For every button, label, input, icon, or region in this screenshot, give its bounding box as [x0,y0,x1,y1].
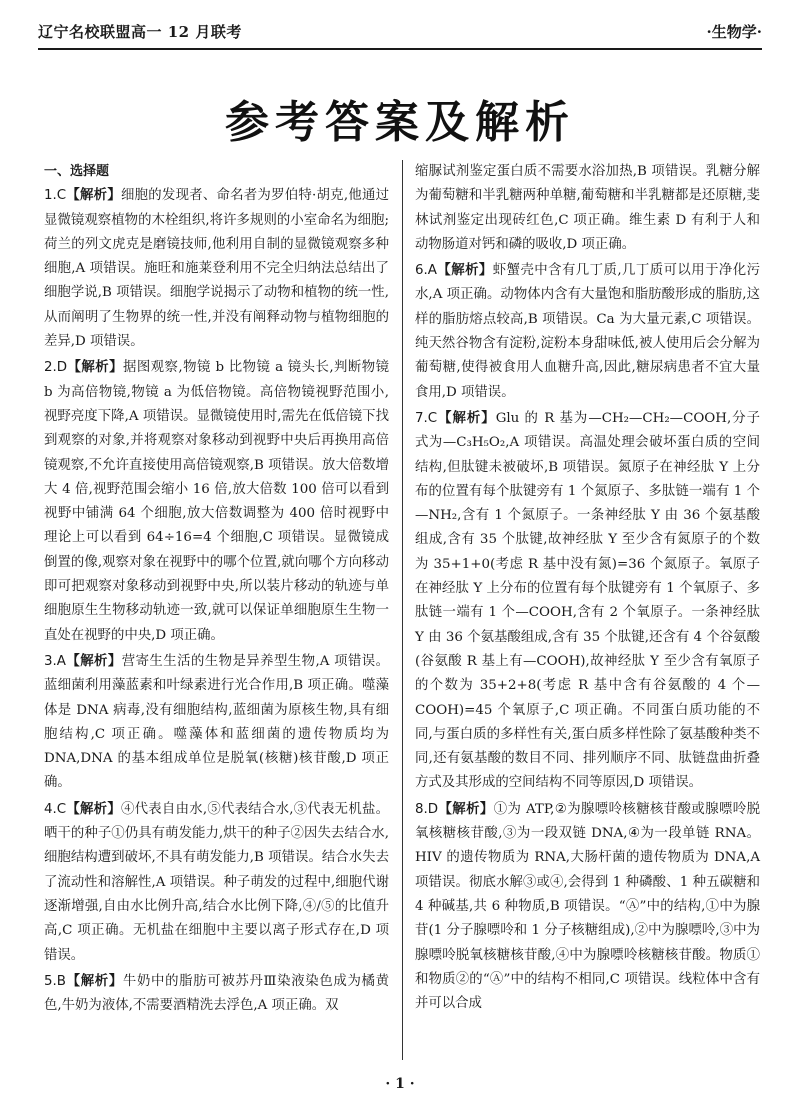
answer-item [44,184,389,354]
answer-item [44,970,389,1019]
analysis-tag: 【解析】 [437,410,496,426]
analysis-tag: 【解析】 [438,801,494,817]
analysis-tag: 【解析】 [436,263,493,279]
analysis-tag: 【解析】 [65,973,123,989]
answer-text: 牛奶中的脂肪可被苏丹Ⅲ染液染色成为橘黄色,牛奶为液体,不需要酒精洗去浮色,A 项正确。双 [44,973,389,1014]
analysis-tag: 【解析】 [67,360,123,376]
section-title: 一、选择题 [44,164,110,179]
answer-text: ④代表自由水,⑤代表结合水,③代表无机盐。晒干的种子①仍具有萌发能力,烘干的种子②因失去结合水,细胞结构遭到破坏,不具有萌发能力,B 项错误。结合水失去了流动性和溶解性,A 项错误。种子萌发的过程中,细胞代谢逐渐增强,自由水比例升高,结合水比例下降,④/⑤的比值升高,C 项正确。无机盐在细胞中主要以离子形式存在,D 项错误。 [44,801,390,963]
answer-item [44,356,389,648]
answer-number: 6.A [415,263,437,279]
answer-number: 4.C [44,801,67,817]
answer-item [44,650,389,796]
answer-text: 虾蟹壳中含有几丁质,几丁质可以用于净化污水,A 项正确。动物体内含有大量饱和脂肪酸形成的脂肪,这样的脂肪熔点较高,B 项错误。Ca 为大量元素,C 项错误。纯天然谷物含有淀粉,淀粉本身甜味低,被人使用后会分解为葡萄糖,使得被食用人血糖升高,因此,糖尿病患者不宜大量食用,D 项错误。 [415,263,761,400]
subject-label: ·生物学· [706,22,762,41]
analysis-tag: 【解析】 [66,801,121,817]
answer-item [415,160,760,257]
left-column [44,160,402,1060]
answer-text: ①为 ATP,②为腺嘌呤核糖核苷酸或腺嘌呤脱氧核糖核苷酸,③为一段双链 DNA,④为一段单链 RNA。HIV 的遗传物质为 RNA,大肠杆菌的遗传物质为 DNA,A 项错误。彻底水解③或④,会得到 1 种磷酸、1 种五碳糖和 4 种碱基,共 6 种物质,B 项错误。“Ⓐ”中的结构,①中为腺苷(1 分子腺嘌呤和 1 分子核糖组成),②中为腺嘌呤,③中为腺嘌呤脱氧核糖核苷酸,④中为腺嘌呤核糖核苷酸。物质①和物质②的“Ⓐ”中的结构不相同,C 项错误。线粒体中含有并可以合成 [415,801,760,1012]
content-columns [44,160,760,1060]
answer-text: 缩脲试剂鉴定蛋白质不需要水浴加热,B 项错误。乳糖分解为葡萄糖和半乳糖两种单糖,葡萄糖和半乳糖都是还原糖,斐林试剂鉴定出现砖红色,C 项正确。维生素 D 有利于人和动物肠道对钙和磷的吸收,D 项正确。 [415,164,760,252]
analysis-tag: 【解析】 [65,653,122,669]
answer-number: 1.C [44,188,67,204]
answer-item [415,259,760,405]
answer-number: 7.C [415,410,438,426]
right-column [402,160,760,1060]
answer-number: 2.D [44,360,68,376]
answer-number: 5.B [44,973,66,989]
answer-item [415,798,760,1017]
answer-text: 细胞的发现者、命名者为罗伯特·胡克,他通过显微镜观察植物的木栓组织,将许多规则的小室命名为细胞;荷兰的列文虎克是磨镜技师,他利用自制的显微镜观察多种细胞,A 项错误。施旺和施莱登利用不完全归纳法总结出了细胞学说,B 项错误。细胞学说揭示了动物和植物的统一性,从而阐明了生物界的统一性,并没有阐释动物与植物细胞的差异,D 项错误。 [44,188,390,350]
answer-text: 营寄生生活的生物是异养型生物,A 项错误。蓝细菌利用藻蓝素和叶绿素进行光合作用,B 项正确。噬藻体是 DNA 病毒,没有细胞结构,蓝细菌为原核生物,具有细胞结构,C 项正确。噬藻体和蓝细菌的遗传物质均为 DNA,DNA 的基本组成单位是脱氧(核糖)核苷酸,D 项正确。 [44,653,390,791]
answer-item [44,798,389,968]
answer-item [415,407,760,796]
answer-text: Glu 的 R 基为—CH₂—CH₂—COOH,分子式为—C₃H₅O₂,A 项错误。高温处理会破坏蛋白质的空间结构,但肽键未被破坏,B 项错误。氮原子在神经肽 Y 上分布的位置有每个肽键旁有 1 个氮原子、多肽链一端有 1 个—NH₂,含有 1 个氮原子。一条神经肽 Y 由 36 个氨基酸组成,含有 35 个肽键,故神经肽 Y 至少含有氮原子的个数为 35+1+0(考虑 R 基中没有氮)=36 个氮原子。氧原子在神经肽 Y 上分布的位置有每个肽键旁有 1 个氧原子、多肽链一端有 1 个—COOH,含有 2 个氧原子。一条神经肽 Y 由 36 个氨基酸组成,含有 35 个肽键,还含有 4 个谷氨酸(谷氨酸 R 基上有—COOH),故神经肽 Y 至少含有氧原子的个数为 35+2+8(考虑 R 基中含有谷氨酸的 4 个—COOH)=45 个氧原子,C 项正确。不同蛋白质功能的不同,与蛋白质的多样性有关,蛋白质多样性除了氨基酸种类不同,还有氨基酸的数目不同、排列顺序不同、肽链盘曲折叠方式及其形成的空间结构不同等原因,D 项错误。 [415,410,760,791]
page-number: · 1 · [385,1076,415,1092]
exam-title: 辽宁名校联盟高一 12 月联考 [38,22,242,41]
analysis-tag: 【解析】 [66,188,121,204]
answer-number: 3.A [44,653,66,669]
page-title: 参考答案及解析 [225,97,575,148]
page-header [38,14,762,50]
answer-text: 据图观察,物镜 b 比物镜 a 镜头长,判断物镜 b 为高倍物镜,物镜 a 为低倍物镜。高倍物镜视野范围小,视野亮度下降,A 项错误。显微镜使用时,需先在低倍镜下找到观察的对象,并将观察对象移动到视野中央后再换用高倍镜观察,不允许直接使用高倍镜观察,B 项错误。放大倍数增大 4 倍,视野范围会缩小 16 倍,放大倍数 100 倍可以看到视野中铺满 64 个细胞,放大倍数调整为 400 倍时视野中理论上可以看到 64÷16=4 个细胞,C 项错误。显微镜成倒置的像,观察对象在视野中的哪个位置,就向哪个方向移动即可把观察对象移动到视野中央,所以装片移动的轨迹与单细胞原生生物移动轨迹一致,就可以保证单细胞原生生物一直处在视野的中央,D 项正确。 [44,360,390,643]
answer-number: 8.D [415,801,439,817]
